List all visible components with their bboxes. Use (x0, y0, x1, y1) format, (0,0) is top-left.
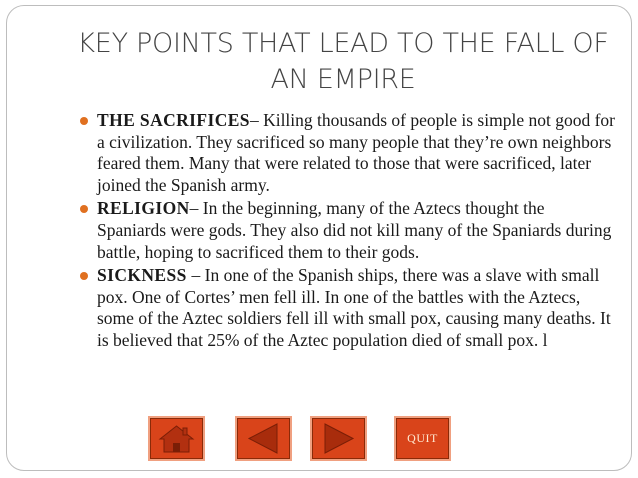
bullet-dot-icon (80, 205, 88, 213)
slide-title: KEY POINTS THAT LEAD TO THE FALL OF AN EMPIRE (77, 28, 609, 95)
previous-arrow-icon (237, 418, 290, 459)
bullet-item (80, 110, 615, 196)
quit-button[interactable] (394, 416, 451, 461)
slide (6, 5, 632, 471)
bullet-dot-icon (80, 117, 88, 125)
bullet-text: – Killing thousands of people is simple not good for a civilization. They sacrificed so many people that they’re own neighbors feared them. Many that were related to those that were sacrificed, later joined the Spanish army. (97, 110, 615, 195)
bullet-text: – In the beginning, many of the Aztecs thought the Spaniards were gods. They also did not kill many of the Spaniards during battle, hoping to sacrificed them to their gods. (97, 198, 612, 262)
bullet-list (80, 110, 615, 354)
home-button[interactable] (148, 416, 205, 461)
bullet-dot-icon (80, 272, 88, 280)
bullet-item (80, 265, 615, 351)
home-icon (150, 418, 203, 459)
next-button[interactable] (310, 416, 367, 461)
next-arrow-icon (312, 418, 365, 459)
bullet-term: THE SACRIFICES (97, 110, 250, 130)
previous-button[interactable] (235, 416, 292, 461)
bullet-term: RELIGION (97, 198, 190, 219)
bullet-item (80, 198, 615, 263)
quit-label: QUIT (407, 431, 438, 445)
bullet-term: SICKNESS (97, 265, 192, 286)
bullet-text: – In one of the Spanish ships, there was a slave with small pox. One of Cortes’ men fell ill. In one of the battles with the Aztecs, some of the Aztec soldiers fell ill with small pox, causing many deaths. It is believed that 25% of the Aztec population died of small pox. l (97, 265, 611, 350)
